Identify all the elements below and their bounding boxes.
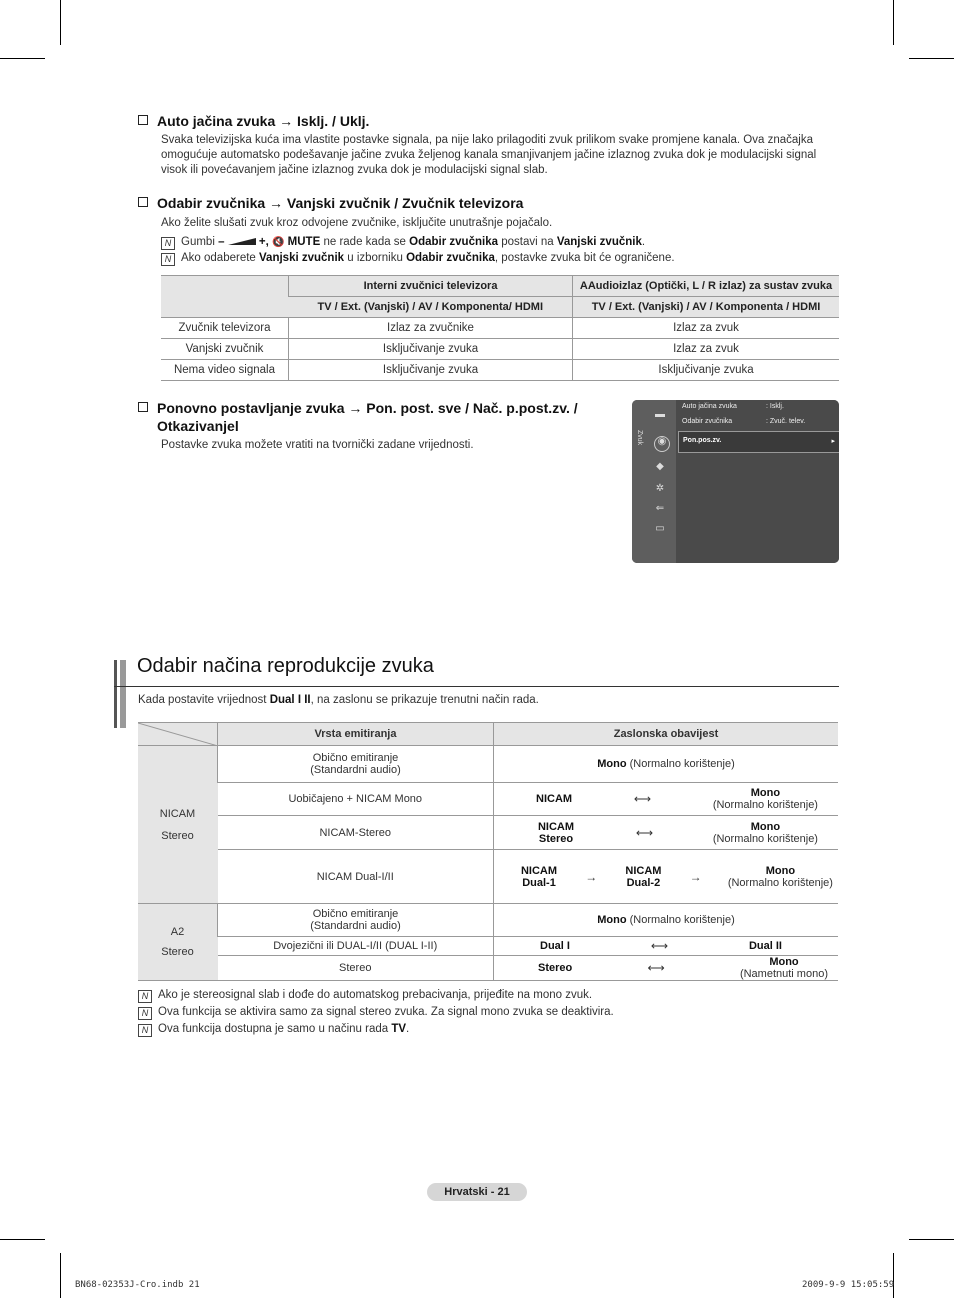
note-buttons: N Gumbi – +, 🔇 MUTE ne rade kada se Odabir zvučnika postavi na Vanjski zvučnik. [161,235,645,250]
crop-mark [60,0,61,45]
menu-item-sound-reset-label: Pon.pos.zv. [683,437,722,444]
cell-label: Stereo [161,946,194,958]
table-corner-cell [161,276,289,318]
note-stereo-only: N Ova funkcija se aktivira samo za signal stereo zvuka. Za signal mono zvuka se deaktivira. [138,1005,614,1020]
intro-text: Kada postavite vrijednost Dual I II, na zaslonu se prikazuje trenutni način rada. [138,694,539,706]
table-cell: Isključivanje zvuka [289,360,573,381]
table-cell: Isključivanje zvuka [573,360,840,381]
crop-mark [909,58,954,59]
table-cell: Stereo ⟷ Mono (Nametnuti mono) [494,956,839,981]
table-header: Zaslonska obavijest [494,723,839,746]
sound-icon[interactable]: ◉ [654,436,670,452]
print-date-info: 2009-9-9 15:05:59 [802,1280,895,1290]
table-cell: Vanjski zvučnik [161,339,289,360]
checkbox-bullet-icon [138,402,148,412]
setup-icon[interactable]: ✲ [655,483,665,494]
table-cell: Dvojezični ili DUAL-I/II (DUAL I-II) [218,937,494,956]
broadcast-mode-table [138,722,838,981]
input-icon[interactable]: ⇐ [655,503,665,514]
table-cell: Mono (Normalno korištenje) [494,746,839,783]
crop-mark [893,0,894,45]
table-cell: Izlaz za zvučnike [289,318,573,339]
table-cell: Uobičajeno + NICAM Mono [218,783,494,816]
crop-mark [60,1253,61,1298]
table-row [138,904,838,937]
table-cell: NICAM Dual-I/II [218,850,494,904]
page-number-badge: Hrvatski - 21 [427,1183,527,1201]
page-title: Odabir načina reprodukcije zvuka [137,655,434,677]
section-title-speaker-select [138,195,523,211]
table-header: Interni zvučnici televizora [289,276,573,297]
table-row [138,850,838,904]
note-icon: N [138,990,152,1003]
checkbox-bullet-icon [138,197,148,207]
section-title-text: Ponovno postavljanje zvuka → Pon. post. sve / Nač. p.post.zv. / [157,400,578,416]
crop-mark [0,1239,45,1240]
note-tv-mode: N Ova funkcija dostupna je samo u načinu rada TV. [138,1022,409,1037]
section-text-sound-reset: Postavke zvuka možete vratiti na tvornički zadane vrijednosti. [161,439,474,451]
table-row [161,318,839,339]
a2-stereo-cell [138,904,218,981]
tv-sound-menu [632,400,839,563]
menu-item-speaker-select[interactable]: Odabir zvučnika [682,418,733,425]
table-cell: NICAM ⟷ Mono (Normalno korištenje) [494,783,839,816]
table-header: AAudioizlaz (Optički, L / R izlaz) za sustav zvuka [573,276,840,297]
picture-icon[interactable]: ▬ [655,409,665,420]
table-subheader: TV / Ext. (Vanjski) / AV / Komponenta / HDMI [573,297,840,318]
volume-icon [228,238,256,245]
table-cell: Izlaz za zvuk [573,339,840,360]
table-row [138,816,838,850]
section-title-text: Otkazivanjel [157,418,239,434]
table-header-row [138,723,838,746]
menu-sidebar [632,400,676,563]
diagonal-line [138,723,218,746]
channel-icon[interactable]: ◆ [656,461,664,472]
section-title-text: Odabir zvučnika → Vanjski zvučnik / Zvučnik televizora [157,195,524,211]
menu-category-label: Zvuk [636,430,643,446]
table-cell: Dual I ⟷ Dual II [494,937,839,956]
section-title-auto-volume [138,113,369,129]
table-row [138,937,838,956]
note-stereo-weak: N Ako je stereosignal slab i dođe do automatskog prebacivanja, prijeđite na mono zvuk. [138,988,592,1003]
nicam-stereo-cell [138,746,218,904]
section-title-sound-reset [138,399,578,435]
cell-label: Stereo [161,829,194,842]
table-cell: NICAM Stereo ⟷ Mono (Normalno korištenje) [494,816,839,850]
table-header: Vrsta emitiranja [218,723,494,746]
heading-bar [120,660,126,728]
section-text-auto-volume: Svaka televizijska kuća ima vlastite postavke signala, pa nije lako prilagoditi zvuk prilikom svake promjene kanala. Ova značajka omogućuje automatsko podešavanje jačine zvuka željenog kanala smanjivanjem jačine izlaznog zvuka dok je modulacijski signal visok ili povećavanjem jačine izlaznog zvuka dok je modulacijski signal slab. [161,134,817,176]
cell-label: NICAM [159,807,196,820]
table-cell: Nema video signala [161,360,289,381]
section-title-text: Auto jačina zvuka → Isklj. / Uklj. [157,113,370,129]
speaker-output-table [161,275,839,381]
table-row [161,360,839,381]
table-cell: Zvučnik televizora [161,318,289,339]
table-cell: Isključivanje zvuka [289,339,573,360]
cell-label: A2 [170,926,185,938]
table-cell: Obično emitiranje (Standardni audio) [218,746,494,783]
note-icon: N [138,1024,152,1037]
menu-item-auto-volume[interactable]: Auto jačina zvuka [682,403,737,410]
crop-mark [909,1239,954,1240]
crop-mark [0,58,45,59]
table-subheader: TV / Ext. (Vanjski) / AV / Komponenta/ HDMI [289,297,573,318]
table-cell: NICAM Dual-1 → NICAM Dual-2 → Mono (Normalno korištenje) [494,850,839,904]
divider [114,686,839,687]
note-icon: N [161,237,175,250]
print-file-info: BN68-02353J-Cro.indb 21 [75,1280,200,1290]
table-cell: Obično emitiranje (Standardni audio) [218,904,494,937]
note-icon: N [138,1007,152,1020]
menu-value-speaker-select: : Zvuč. telev. [766,418,806,425]
table-cell: Mono (Normalno korištenje) [494,904,839,937]
note-icon: N [161,253,175,266]
table-row [161,339,839,360]
crop-mark [893,1253,894,1298]
table-cell: Izlaz za zvuk [573,318,840,339]
table-row [138,746,838,783]
note-limited-settings: N Ako odaberete Vanjski zvučnik u izborniku Odabir zvučnika, postavke zvuka bit će ograničene. [161,251,675,266]
table-row [138,956,838,981]
menu-item-sound-reset[interactable] [678,431,839,453]
table-corner-cell [138,723,218,746]
heading-bar [114,660,117,728]
application-icon[interactable]: ▭ [655,523,665,534]
table-cell: Stereo [218,956,494,981]
table-cell: NICAM-Stereo [218,816,494,850]
checkbox-bullet-icon [138,115,148,125]
menu-value-auto-volume: : Isklj. [766,403,784,410]
mute-icon: 🔇 [272,237,285,248]
chevron-right-icon: ▸ [831,438,835,445]
table-row [138,783,838,816]
section-text-speaker-select: Ako želite slušati zvuk kroz odvojene zvučnike, isključite unutrašnje pojačalo. [161,217,553,229]
